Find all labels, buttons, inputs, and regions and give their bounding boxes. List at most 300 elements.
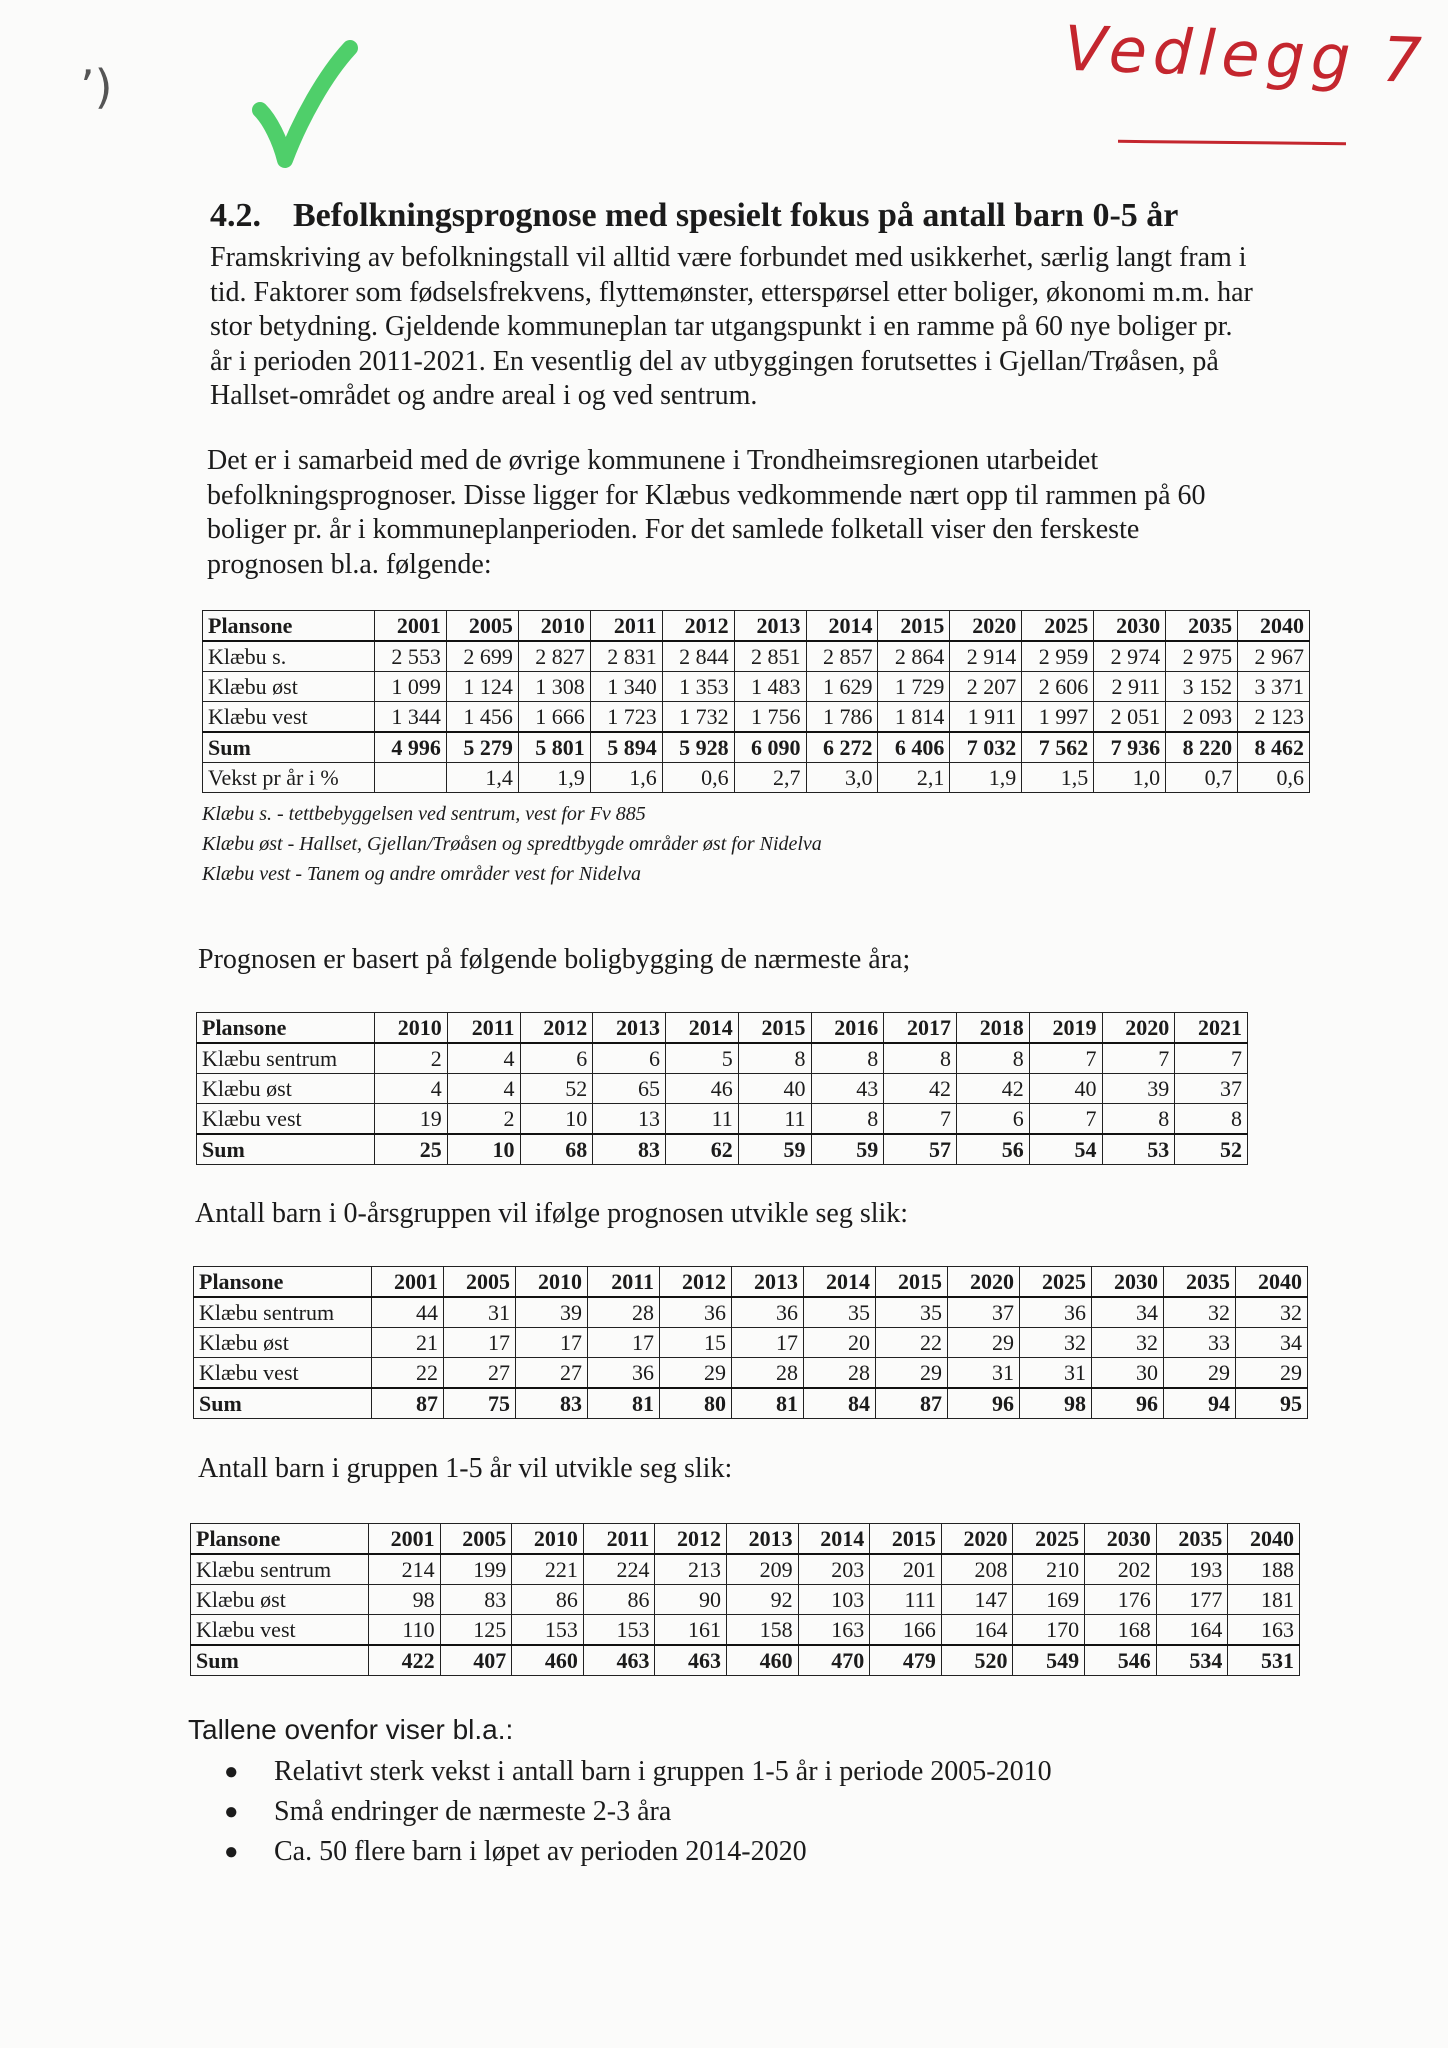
age0-table <box>193 1266 1308 1419</box>
growth-cell: 1,5 <box>1022 763 1094 793</box>
header-cell-year: 2021 <box>1175 1013 1248 1044</box>
table-cell: 11 <box>738 1104 811 1135</box>
row-label: Sum <box>194 1388 372 1419</box>
table-cell: 1 814 <box>878 702 950 733</box>
table-cell: 65 <box>593 1074 666 1104</box>
table-cell: 2 553 <box>375 641 447 672</box>
header-cell-year: 2011 <box>588 1267 660 1298</box>
sum-cell: 10 <box>447 1134 520 1165</box>
table-cell: 213 <box>655 1554 727 1585</box>
header-cell-year: 2012 <box>655 1524 727 1555</box>
table-row <box>197 1104 1248 1135</box>
sum-cell: 75 <box>444 1388 516 1419</box>
header-cell-year: 2001 <box>375 611 447 642</box>
table-cell: 29 <box>876 1358 948 1389</box>
sum-cell: 7 936 <box>1094 732 1166 763</box>
header-cell-year: 2012 <box>660 1267 732 1298</box>
table-cell: 36 <box>1020 1297 1092 1328</box>
table-row <box>197 1074 1248 1104</box>
table-cell: 22 <box>372 1358 444 1389</box>
sum-cell: 94 <box>1164 1388 1236 1419</box>
table-cell: 2 959 <box>1022 641 1094 672</box>
row-label: Klæbu vest <box>197 1104 375 1135</box>
table-cell: 29 <box>948 1328 1020 1358</box>
sum-cell: 470 <box>798 1645 870 1676</box>
header-cell-year: 2012 <box>662 611 734 642</box>
header-cell-plansone: Plansone <box>203 611 375 642</box>
row-label: Klæbu øst <box>197 1074 375 1104</box>
table-cell: 5 <box>666 1043 739 1074</box>
header-cell-year: 2011 <box>590 611 662 642</box>
table-cell: 11 <box>666 1104 739 1135</box>
row-label: Klæbu sentrum <box>197 1043 375 1074</box>
intro-paragraph: Framskriving av befolkningstall vil alltid være forbundet med usikkerhet, særlig langt fram i tid. Faktorer som fødselsfrekvens, flyttemønster, etterspørsel etter boliger, økonomi m.m. har stor betydning. Gjeldende kommuneplan tar utgangspunkt i en ramme på 60 nye boliger pr. år i perioden 2011-2021. En vesentlig del av utbyggingen forutsettes i Gjellan/Trøåsen, på Hallset-området og andre areal i og ved sentrum. <box>210 242 1253 411</box>
table-cell: 1 124 <box>446 672 518 702</box>
sum-cell: 62 <box>666 1134 739 1165</box>
housing-table-label: Prognosen er basert på følgende boligbygging de nærmeste åra; <box>198 944 911 975</box>
prognosis-paragraph: Det er i samarbeid med de øvrige kommunene i Trondheimsregionen utarbeidet befolkningsprognoser. Disse ligger for Klæbus vedkommende nært opp til rammen på 60 boliger pr. år i kommuneplanperioden. For det samlede folketall viser den ferskeste prognosen bl.a. følgende: <box>207 445 1206 580</box>
table-cell: 21 <box>372 1328 444 1358</box>
header-cell-year: 2013 <box>727 1524 799 1555</box>
sum-cell: 5 894 <box>590 732 662 763</box>
sum-cell: 68 <box>520 1134 593 1165</box>
table-cell: 2 857 <box>806 641 878 672</box>
table-cell: 35 <box>804 1297 876 1328</box>
table-cell: 188 <box>1228 1554 1300 1585</box>
table-cell: 161 <box>655 1615 727 1646</box>
bullet-icon: ● <box>224 1839 239 1865</box>
table-cell: 32 <box>1164 1297 1236 1328</box>
table-cell: 1 099 <box>375 672 447 702</box>
sum-cell: 5 801 <box>518 732 590 763</box>
sum-cell: 6 406 <box>878 732 950 763</box>
table-cell: 6 <box>593 1043 666 1074</box>
table-cell: 1 723 <box>590 702 662 733</box>
header-cell-year: 2012 <box>520 1013 593 1044</box>
table-cell: 199 <box>440 1554 512 1585</box>
sum-cell: 59 <box>738 1134 811 1165</box>
table-cell: 31 <box>1020 1358 1092 1389</box>
table-cell: 4 <box>447 1043 520 1074</box>
table-cell: 32 <box>1020 1328 1092 1358</box>
table-cell: 86 <box>512 1585 584 1615</box>
table-cell: 158 <box>727 1615 799 1646</box>
header-cell-year: 2005 <box>444 1267 516 1298</box>
sum-cell: 460 <box>727 1645 799 1676</box>
table-cell: 170 <box>1013 1615 1085 1646</box>
header-cell-year: 2013 <box>734 611 806 642</box>
table-cell: 31 <box>948 1358 1020 1389</box>
table-cell: 83 <box>440 1585 512 1615</box>
sum-cell: 5 279 <box>446 732 518 763</box>
section-number: 4.2. <box>210 197 261 234</box>
header-cell-year: 2011 <box>583 1524 655 1555</box>
table-cell: 2 975 <box>1166 641 1238 672</box>
header-cell-year: 2014 <box>804 1267 876 1298</box>
table-cell: 29 <box>1164 1358 1236 1389</box>
table-cell: 46 <box>666 1074 739 1104</box>
header-cell-year: 2020 <box>941 1524 1013 1555</box>
header-cell-year: 2015 <box>870 1524 942 1555</box>
table-cell: 2 911 <box>1094 672 1166 702</box>
header-cell-year: 2013 <box>732 1267 804 1298</box>
table-cell: 2 123 <box>1238 702 1310 733</box>
sum-cell: 463 <box>583 1645 655 1676</box>
bullet-icon: ● <box>224 1759 239 1785</box>
sum-cell: 52 <box>1175 1134 1248 1165</box>
header-cell-year: 2017 <box>884 1013 957 1044</box>
table-cell: 177 <box>1156 1585 1228 1615</box>
table-cell: 2 844 <box>662 641 734 672</box>
sum-cell: 6 090 <box>734 732 806 763</box>
table-cell: 42 <box>957 1074 1030 1104</box>
list-item: ● Små endringer de nærmeste 2-3 åra <box>274 1792 1052 1832</box>
sum-cell: 8 220 <box>1166 732 1238 763</box>
table-cell: 2 <box>375 1043 448 1074</box>
table-cell: 8 <box>957 1043 1030 1074</box>
sum-cell: 25 <box>375 1134 448 1165</box>
table-row <box>194 1358 1308 1389</box>
table-cell: 32 <box>1092 1328 1164 1358</box>
table-cell: 153 <box>583 1615 655 1646</box>
table-cell: 7 <box>1175 1043 1248 1074</box>
list-item: ● Ca. 50 flere barn i løpet av perioden 2014-2020 <box>274 1832 1052 1872</box>
table-cell: 2 827 <box>518 641 590 672</box>
table-header-row <box>197 1013 1248 1044</box>
table-cell: 40 <box>1029 1074 1102 1104</box>
table-cell: 164 <box>1156 1615 1228 1646</box>
footnote: Klæbu s. - tettbebyggelsen ved sentrum, vest for Fv 885 <box>202 803 646 825</box>
table-cell: 1 308 <box>518 672 590 702</box>
sum-row <box>191 1645 1300 1676</box>
table-cell: 40 <box>738 1074 811 1104</box>
table-cell: 4 <box>447 1074 520 1104</box>
sum-row <box>197 1134 1248 1165</box>
table-cell: 6 <box>520 1043 593 1074</box>
table-cell: 1 340 <box>590 672 662 702</box>
table-cell: 37 <box>948 1297 1020 1328</box>
header-cell-year: 2014 <box>806 611 878 642</box>
table-cell: 31 <box>444 1297 516 1328</box>
handwritten-annotation: Vedlegg 7 <box>1063 11 1430 98</box>
table-cell: 39 <box>1102 1074 1175 1104</box>
sum-cell: 4 996 <box>375 732 447 763</box>
table-cell: 163 <box>1228 1615 1300 1646</box>
sum-cell: 95 <box>1236 1388 1308 1419</box>
sum-cell: 81 <box>588 1388 660 1419</box>
sum-cell: 83 <box>593 1134 666 1165</box>
table-cell: 1 756 <box>734 702 806 733</box>
sum-row <box>194 1388 1308 1419</box>
header-cell-year: 2030 <box>1094 611 1166 642</box>
table-cell: 90 <box>655 1585 727 1615</box>
corner-scribble: ʼ) <box>80 60 113 114</box>
table-cell: 7 <box>884 1104 957 1135</box>
table-cell: 1 997 <box>1022 702 1094 733</box>
header-cell-year: 2014 <box>798 1524 870 1555</box>
row-label: Klæbu øst <box>194 1328 372 1358</box>
table-cell: 168 <box>1085 1615 1157 1646</box>
header-cell-year: 2015 <box>738 1013 811 1044</box>
table-cell: 2 831 <box>590 641 662 672</box>
table-cell: 4 <box>375 1074 448 1104</box>
table-cell: 2 699 <box>446 641 518 672</box>
header-cell-year: 2030 <box>1092 1267 1164 1298</box>
growth-cell: 3,0 <box>806 763 878 793</box>
table-cell: 7 <box>1102 1043 1175 1074</box>
table-cell: 2 051 <box>1094 702 1166 733</box>
table-cell: 8 <box>811 1104 884 1135</box>
table-cell: 28 <box>588 1297 660 1328</box>
table-cell: 169 <box>1013 1585 1085 1615</box>
sum-cell: 59 <box>811 1134 884 1165</box>
sum-cell: 80 <box>660 1388 732 1419</box>
sum-cell: 53 <box>1102 1134 1175 1165</box>
table-row <box>203 702 1310 733</box>
footnote: Klæbu vest - Tanem og andre områder vest for Nidelva <box>202 863 642 885</box>
header-cell-year: 2013 <box>593 1013 666 1044</box>
growth-cell: 1,9 <box>950 763 1022 793</box>
conclusion-list <box>210 1752 1052 1872</box>
table-row <box>191 1554 1300 1585</box>
footnote: Klæbu øst - Hallset, Gjellan/Trøåsen og spredtbygde områder øst for Nidelva <box>202 833 822 855</box>
table-cell: 7 <box>1029 1043 1102 1074</box>
row-label: Klæbu sentrum <box>191 1554 369 1585</box>
header-cell-year: 2010 <box>518 611 590 642</box>
header-cell-year: 2014 <box>666 1013 739 1044</box>
header-cell-year: 2025 <box>1013 1524 1085 1555</box>
table-cell: 221 <box>512 1554 584 1585</box>
table-cell: 39 <box>516 1297 588 1328</box>
section-heading <box>210 197 1178 235</box>
list-item: ● Relativt sterk vekst i antall barn i gruppen 1-5 år i periode 2005-2010 <box>274 1752 1052 1792</box>
table-cell: 20 <box>804 1328 876 1358</box>
table-cell: 32 <box>1236 1297 1308 1328</box>
sum-cell: 54 <box>1029 1134 1102 1165</box>
header-cell-year: 2005 <box>440 1524 512 1555</box>
table-cell: 1 456 <box>446 702 518 733</box>
table-row <box>203 672 1310 702</box>
bullet-icon: ● <box>224 1799 239 1825</box>
table-row <box>203 641 1310 672</box>
header-cell-year: 2010 <box>512 1524 584 1555</box>
row-label: Klæbu vest <box>191 1615 369 1646</box>
sum-cell: 84 <box>804 1388 876 1419</box>
table-cell: 34 <box>1092 1297 1164 1328</box>
table-cell: 52 <box>520 1074 593 1104</box>
table-cell: 111 <box>870 1585 942 1615</box>
header-cell-year: 2020 <box>950 611 1022 642</box>
table-cell: 203 <box>798 1554 870 1585</box>
sum-cell: 479 <box>870 1645 942 1676</box>
row-label: Vekst pr år i % <box>203 763 375 793</box>
header-cell-year: 2001 <box>372 1267 444 1298</box>
table-cell: 1 666 <box>518 702 590 733</box>
header-cell-year: 2035 <box>1166 611 1238 642</box>
table-cell: 36 <box>660 1297 732 1328</box>
header-cell-year: 2019 <box>1029 1013 1102 1044</box>
sum-cell: 7 562 <box>1022 732 1094 763</box>
table-cell: 28 <box>804 1358 876 1389</box>
table-cell: 17 <box>444 1328 516 1358</box>
table-cell: 29 <box>660 1358 732 1389</box>
header-cell-year: 2025 <box>1020 1267 1092 1298</box>
table-cell: 210 <box>1013 1554 1085 1585</box>
table-cell: 1 732 <box>662 702 734 733</box>
header-cell-year: 2020 <box>1102 1013 1175 1044</box>
row-label: Klæbu vest <box>203 702 375 733</box>
table-cell: 10 <box>520 1104 593 1135</box>
row-label: Sum <box>197 1134 375 1165</box>
table-cell: 2 606 <box>1022 672 1094 702</box>
sum-cell: 6 272 <box>806 732 878 763</box>
table-row <box>191 1615 1300 1646</box>
table-cell: 103 <box>798 1585 870 1615</box>
growth-cell: 1,0 <box>1094 763 1166 793</box>
table-cell: 176 <box>1085 1585 1157 1615</box>
table-cell: 1 483 <box>734 672 806 702</box>
header-cell-year: 2040 <box>1238 611 1310 642</box>
table-cell: 202 <box>1085 1554 1157 1585</box>
table-cell: 13 <box>593 1104 666 1135</box>
age1-5-table <box>190 1523 1300 1676</box>
row-label: Klæbu vest <box>194 1358 372 1389</box>
header-cell-year: 2005 <box>446 611 518 642</box>
table-cell: 17 <box>516 1328 588 1358</box>
table-cell: 2 851 <box>734 641 806 672</box>
row-label: Klæbu øst <box>191 1585 369 1615</box>
table-cell: 33 <box>1164 1328 1236 1358</box>
row-label: Sum <box>203 732 375 763</box>
table-cell: 1 629 <box>806 672 878 702</box>
growth-cell: 1,4 <box>446 763 518 793</box>
table-cell: 1 729 <box>878 672 950 702</box>
table-cell: 27 <box>444 1358 516 1389</box>
sum-cell: 98 <box>1020 1388 1092 1419</box>
header-cell-year: 2025 <box>1022 611 1094 642</box>
header-cell-year: 2035 <box>1156 1524 1228 1555</box>
header-cell-year: 2035 <box>1164 1267 1236 1298</box>
table-cell: 8 <box>1175 1104 1248 1135</box>
table-cell: 86 <box>583 1585 655 1615</box>
header-cell-plansone: Plansone <box>194 1267 372 1298</box>
table-cell: 181 <box>1228 1585 1300 1615</box>
green-checkmark-icon <box>250 40 360 170</box>
table-cell: 8 <box>811 1043 884 1074</box>
table-cell: 15 <box>660 1328 732 1358</box>
table-cell: 19 <box>375 1104 448 1135</box>
growth-cell: 0,6 <box>662 763 734 793</box>
header-cell-year: 2010 <box>375 1013 448 1044</box>
table-cell: 1 911 <box>950 702 1022 733</box>
sum-cell: 87 <box>372 1388 444 1419</box>
header-cell-year: 2020 <box>948 1267 1020 1298</box>
table-cell: 2 864 <box>878 641 950 672</box>
sum-row <box>203 732 1310 763</box>
sum-cell: 57 <box>884 1134 957 1165</box>
table-header-row <box>191 1524 1300 1555</box>
header-cell-year: 2018 <box>957 1013 1030 1044</box>
table-cell: 3 152 <box>1166 672 1238 702</box>
table-row <box>194 1328 1308 1358</box>
header-cell-year: 2011 <box>447 1013 520 1044</box>
table-cell: 201 <box>870 1554 942 1585</box>
sum-cell: 96 <box>1092 1388 1164 1419</box>
growth-row <box>203 763 1310 793</box>
growth-cell: 2,7 <box>734 763 806 793</box>
table-cell: 44 <box>372 1297 444 1328</box>
table-cell: 2 207 <box>950 672 1022 702</box>
table-cell: 29 <box>1236 1358 1308 1389</box>
table-cell: 2 974 <box>1094 641 1166 672</box>
table-cell: 2 093 <box>1166 702 1238 733</box>
table-cell: 37 <box>1175 1074 1248 1104</box>
sum-cell: 460 <box>512 1645 584 1676</box>
table-row <box>194 1297 1308 1328</box>
table-cell: 7 <box>1029 1104 1102 1135</box>
table-cell: 27 <box>516 1358 588 1389</box>
table-cell: 208 <box>941 1554 1013 1585</box>
table-cell: 209 <box>727 1554 799 1585</box>
header-cell-year: 2015 <box>876 1267 948 1298</box>
table-cell: 30 <box>1092 1358 1164 1389</box>
row-label: Klæbu s. <box>203 641 375 672</box>
table-cell: 166 <box>870 1615 942 1646</box>
sum-cell: 463 <box>655 1645 727 1676</box>
table-header-row <box>194 1267 1308 1298</box>
table-cell: 125 <box>440 1615 512 1646</box>
table-header-row <box>203 611 1310 642</box>
header-cell-year: 2015 <box>878 611 950 642</box>
sum-cell: 56 <box>957 1134 1030 1165</box>
table-footnotes <box>202 799 822 889</box>
sum-cell: 87 <box>876 1388 948 1419</box>
growth-cell: 1,6 <box>590 763 662 793</box>
sum-cell: 549 <box>1013 1645 1085 1676</box>
sum-cell: 546 <box>1085 1645 1157 1676</box>
header-cell-year: 2040 <box>1228 1524 1300 1555</box>
table-cell: 8 <box>1102 1104 1175 1135</box>
table-cell: 110 <box>369 1615 441 1646</box>
table-cell: 28 <box>732 1358 804 1389</box>
table-cell: 98 <box>369 1585 441 1615</box>
table-cell: 2 914 <box>950 641 1022 672</box>
table-cell: 2 967 <box>1238 641 1310 672</box>
header-cell-year: 2001 <box>369 1524 441 1555</box>
sum-cell: 534 <box>1156 1645 1228 1676</box>
row-label: Klæbu øst <box>203 672 375 702</box>
row-label: Sum <box>191 1645 369 1676</box>
table-cell: 1 786 <box>806 702 878 733</box>
header-cell-plansone: Plansone <box>197 1013 375 1044</box>
table-row <box>191 1585 1300 1615</box>
sum-cell: 531 <box>1228 1645 1300 1676</box>
sum-cell: 5 928 <box>662 732 734 763</box>
sum-cell: 83 <box>516 1388 588 1419</box>
table-cell: 34 <box>1236 1328 1308 1358</box>
table-cell: 22 <box>876 1328 948 1358</box>
section-title: Befolkningsprognose med spesielt fokus på antall barn 0-5 år <box>293 197 1179 234</box>
age0-table-label: Antall barn i 0-årsgruppen vil ifølge prognosen utvikle seg slik: <box>195 1198 909 1229</box>
table-cell: 35 <box>876 1297 948 1328</box>
table-cell: 193 <box>1156 1554 1228 1585</box>
table-cell: 36 <box>588 1358 660 1389</box>
handwritten-underline <box>1118 140 1346 145</box>
header-cell-plansone: Plansone <box>191 1524 369 1555</box>
table-cell: 3 371 <box>1238 672 1310 702</box>
table-cell: 214 <box>369 1554 441 1585</box>
table-row <box>197 1043 1248 1074</box>
